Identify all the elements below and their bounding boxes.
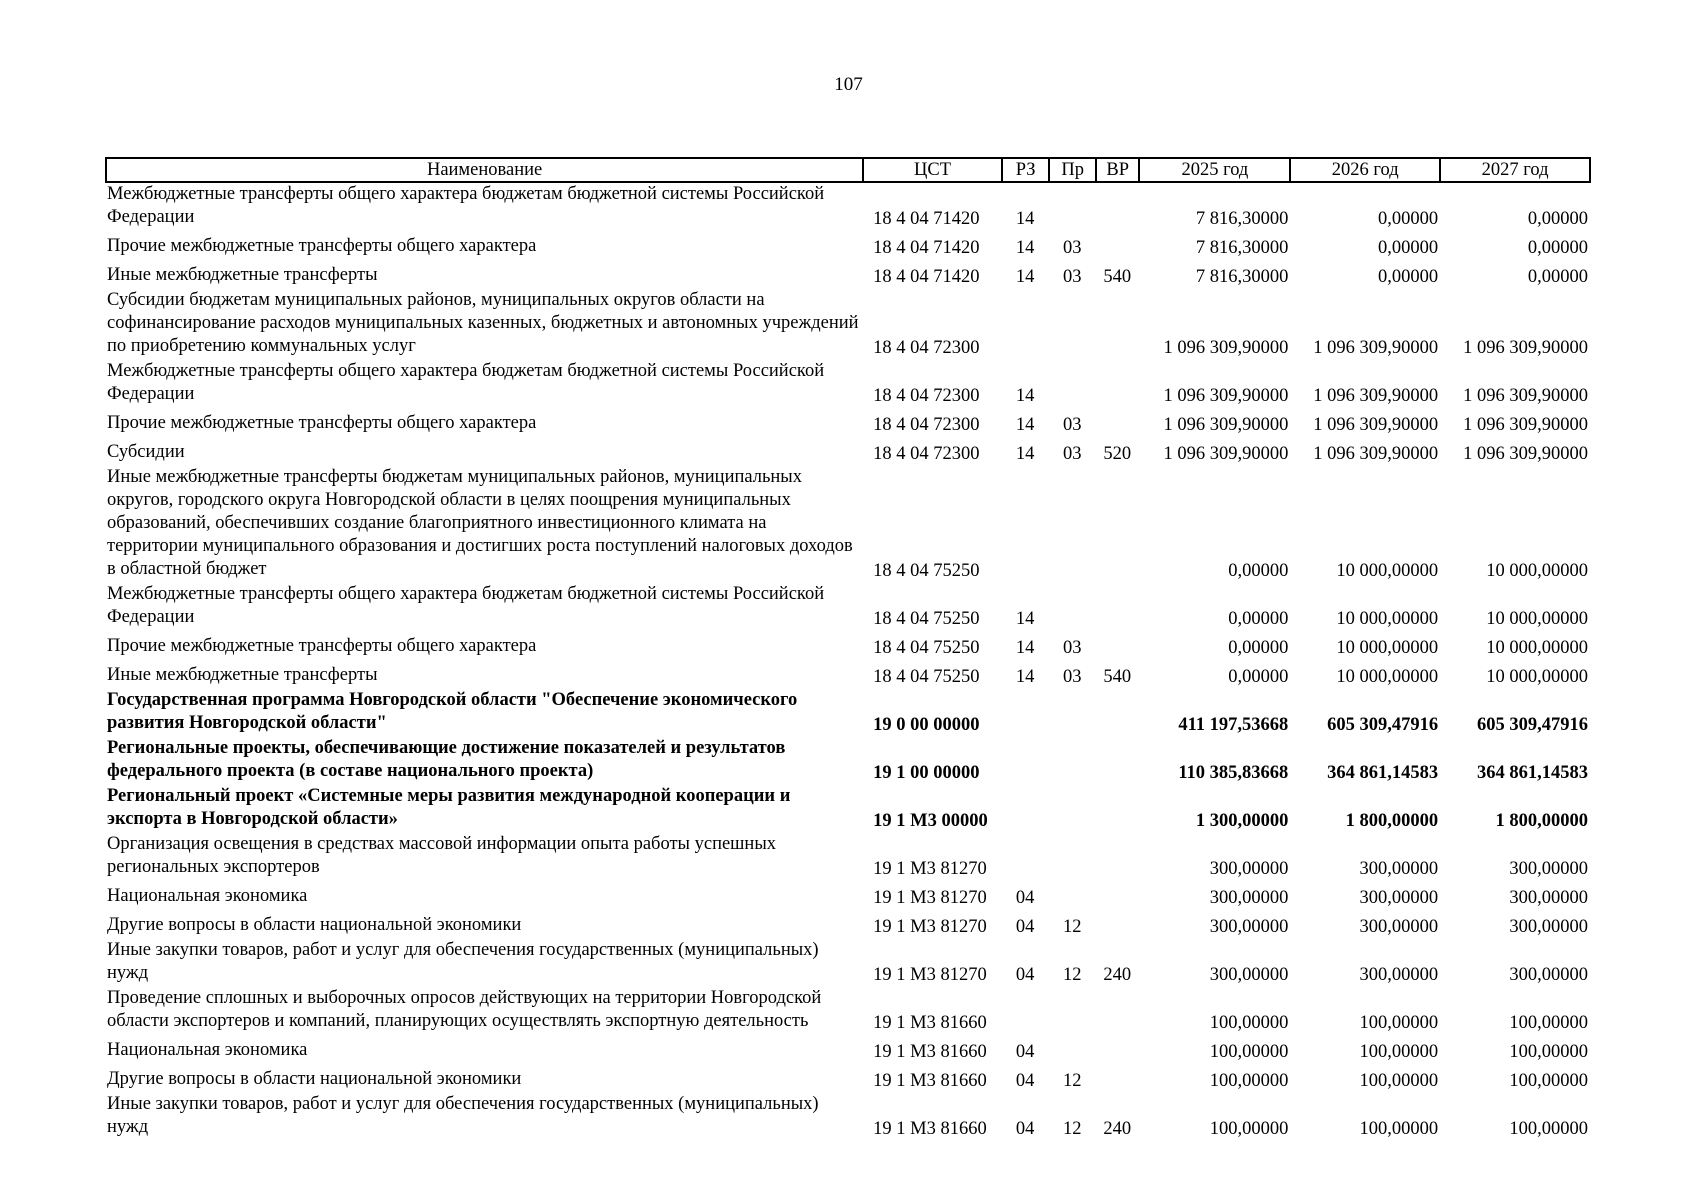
table-row	[106, 785, 1590, 833]
row-vr	[1096, 360, 1140, 408]
row-vr	[1096, 583, 1140, 631]
table-row	[106, 231, 1590, 260]
column-header-name: Наименование	[106, 158, 863, 182]
row-cst: 19 1 М3 81660	[873, 1013, 987, 1033]
row-2027: 100,00000	[1509, 1013, 1588, 1033]
row-cst: 19 1 М3 81270	[873, 888, 987, 908]
row-vr: 540	[1103, 267, 1132, 287]
row-vr	[1096, 408, 1140, 437]
row-2025: 0,00000	[1228, 561, 1289, 581]
row-rz: 04	[1015, 917, 1035, 937]
row-name: Национальная экономика	[107, 886, 308, 906]
row-2025: 100,00000	[1209, 1119, 1289, 1139]
row-rz: 14	[1015, 238, 1035, 258]
row-2025: 0,00000	[1228, 609, 1289, 629]
row-rz: 04	[1015, 1071, 1035, 1091]
table-row	[106, 360, 1590, 408]
row-pr: 12	[1062, 965, 1082, 985]
row-cst: 18 4 04 71420	[873, 209, 980, 229]
row-name: Прочие межбюджетные трансферты общего характера	[107, 636, 537, 656]
row-cst: 18 4 04 72300	[873, 338, 980, 358]
column-header-cst: ЦСТ	[863, 158, 1002, 182]
row-2026: 0,00000	[1378, 209, 1439, 229]
row-2026: 300,00000	[1359, 965, 1439, 985]
row-cst: 18 4 04 72300	[873, 415, 980, 435]
row-rz: 04	[1015, 1119, 1035, 1139]
row-vr	[1096, 182, 1140, 231]
row-rz	[1002, 689, 1050, 737]
table-row	[106, 437, 1590, 466]
row-cst: 18 4 04 71420	[873, 238, 980, 258]
row-cst: 18 4 04 72300	[873, 444, 980, 464]
row-cst: 19 1 00 00000	[873, 763, 980, 783]
row-2025: 300,00000	[1209, 965, 1289, 985]
row-2025: 7 816,30000	[1195, 267, 1289, 287]
row-2027: 10 000,00000	[1486, 667, 1588, 687]
row-2026: 10 000,00000	[1336, 609, 1439, 629]
column-header-rz: РЗ	[1002, 158, 1050, 182]
table-row	[106, 631, 1590, 660]
row-2027: 100,00000	[1509, 1071, 1588, 1091]
row-2026: 10 000,00000	[1336, 638, 1439, 658]
row-rz: 14	[1015, 638, 1035, 658]
row-rz	[1002, 466, 1050, 583]
table-row	[106, 737, 1590, 785]
row-2026: 0,00000	[1378, 238, 1439, 258]
row-rz	[1002, 833, 1050, 881]
column-header-2027: 2027 год	[1440, 158, 1590, 182]
row-vr	[1096, 231, 1140, 260]
row-cst: 18 4 04 75250	[873, 638, 980, 658]
table-row	[106, 1093, 1590, 1141]
row-name: Иные межбюджетные трансферты бюджетам муниципальных районов, муниципальных округов, городского округа Новгородской области в целях поощрения муниципальных образований, обеспечивших создание благоприятного инвестиционного климата на территории муниципального образования и достигших роста поступлений налоговых доходов в областной бюджет	[107, 467, 853, 579]
row-rz: 14	[1015, 609, 1035, 629]
row-pr	[1049, 1035, 1096, 1064]
row-rz	[1002, 737, 1050, 785]
row-2027: 300,00000	[1509, 917, 1588, 937]
row-vr	[1096, 881, 1140, 910]
row-vr	[1096, 1035, 1140, 1064]
row-2026: 300,00000	[1359, 917, 1439, 937]
row-pr: 03	[1062, 638, 1082, 658]
row-rz: 04	[1015, 965, 1035, 985]
row-cst: 19 1 М3 81270	[873, 965, 987, 985]
row-2025: 411 197,53668	[1178, 715, 1289, 735]
row-pr	[1049, 987, 1096, 1035]
budget-table	[105, 157, 1591, 1141]
row-2025: 300,00000	[1209, 888, 1289, 908]
row-cst: 19 1 М3 81660	[873, 1119, 987, 1139]
row-2027: 300,00000	[1509, 888, 1588, 908]
row-pr	[1049, 182, 1096, 231]
row-2025: 1 300,00000	[1195, 811, 1289, 831]
row-rz: 14	[1015, 415, 1035, 435]
row-2027: 300,00000	[1509, 965, 1588, 985]
row-2026: 1 800,00000	[1345, 811, 1439, 831]
table-row	[106, 689, 1590, 737]
row-name: Организация освещения в средствах массовой информации опыта работы успешных региональных экспортеров	[107, 834, 777, 877]
row-2025: 7 816,30000	[1195, 238, 1289, 258]
column-header-vr: ВР	[1096, 158, 1140, 182]
row-name: Другие вопросы в области национальной экономики	[107, 1069, 522, 1089]
row-vr	[1096, 785, 1140, 833]
row-rz: 14	[1015, 444, 1035, 464]
row-2027: 1 096 309,90000	[1463, 386, 1588, 406]
row-name: Прочие межбюджетные трансферты общего характера	[107, 236, 537, 256]
row-cst: 19 1 М3 81270	[873, 859, 987, 879]
row-2027: 605 309,47916	[1477, 715, 1588, 735]
row-rz: 14	[1015, 267, 1035, 287]
row-pr	[1049, 737, 1096, 785]
row-rz: 14	[1015, 209, 1035, 229]
row-name: Субсидии бюджетам муниципальных районов, муниципальных округов области на софинансирование расходов муниципальных казенных, бюджетных и автономных учреждений по приобретению коммунальных услуг	[107, 290, 859, 356]
row-2025: 100,00000	[1209, 1042, 1289, 1062]
row-2027: 100,00000	[1509, 1119, 1588, 1139]
table-row	[106, 583, 1590, 631]
row-2027: 0,00000	[1527, 238, 1588, 258]
table-row	[106, 1035, 1590, 1064]
row-2026: 300,00000	[1359, 888, 1439, 908]
row-2025: 7 816,30000	[1195, 209, 1289, 229]
table-row	[106, 987, 1590, 1035]
row-rz: 14	[1015, 386, 1035, 406]
row-vr	[1096, 1064, 1140, 1093]
row-pr	[1049, 360, 1096, 408]
row-rz	[1002, 987, 1050, 1035]
row-pr	[1049, 289, 1096, 360]
row-2026: 100,00000	[1359, 1013, 1439, 1033]
row-rz: 04	[1015, 1042, 1035, 1062]
row-cst: 18 4 04 75250	[873, 667, 980, 687]
row-2026: 300,00000	[1359, 859, 1439, 879]
row-2025: 1 096 309,90000	[1163, 338, 1289, 358]
row-pr: 03	[1062, 267, 1082, 287]
table-row	[106, 260, 1590, 289]
row-name: Государственная программа Новгородской области "Обеспечение экономического развития Новгородской области"	[107, 690, 798, 733]
row-rz: 14	[1015, 667, 1035, 687]
row-cst: 18 4 04 75250	[873, 609, 980, 629]
table-row	[106, 408, 1590, 437]
row-vr: 240	[1103, 1119, 1132, 1139]
row-vr: 540	[1103, 667, 1132, 687]
row-2027: 1 096 309,90000	[1463, 444, 1588, 464]
row-2026: 1 096 309,90000	[1313, 338, 1439, 358]
row-name: Иные межбюджетные трансферты	[107, 665, 378, 685]
row-2025: 1 096 309,90000	[1163, 444, 1289, 464]
row-name: Межбюджетные трансферты общего характера бюджетам бюджетной системы Российской Федерации	[107, 184, 825, 227]
row-vr: 240	[1103, 965, 1132, 985]
row-cst: 19 1 М3 81660	[873, 1042, 987, 1062]
row-vr	[1096, 910, 1140, 939]
row-cst: 19 0 00 00000	[873, 715, 980, 735]
row-2025: 0,00000	[1228, 667, 1289, 687]
row-name: Другие вопросы в области национальной экономики	[107, 915, 522, 935]
row-pr	[1049, 583, 1096, 631]
row-pr	[1049, 881, 1096, 910]
row-rz	[1002, 289, 1050, 360]
row-2027: 1 800,00000	[1495, 811, 1588, 831]
row-vr	[1096, 737, 1140, 785]
row-cst: 19 1 М3 81660	[873, 1071, 987, 1091]
table-body	[106, 182, 1590, 1141]
row-2026: 364 861,14583	[1327, 763, 1439, 783]
row-2026: 1 096 309,90000	[1313, 386, 1439, 406]
row-2025: 110 385,83668	[1178, 763, 1289, 783]
table-row	[106, 910, 1590, 939]
row-2027: 300,00000	[1509, 859, 1588, 879]
row-pr: 12	[1062, 1071, 1082, 1091]
row-2025: 100,00000	[1209, 1013, 1289, 1033]
row-name: Проведение сплошных и выборочных опросов действующих на территории Новгородской области экспортеров и компаний, планирующих осуществлять экспортную деятельность	[107, 988, 822, 1031]
row-pr: 03	[1062, 238, 1082, 258]
row-vr	[1096, 689, 1140, 737]
row-cst: 18 4 04 72300	[873, 386, 980, 406]
row-2025: 300,00000	[1209, 859, 1289, 879]
row-2027: 0,00000	[1527, 267, 1588, 287]
row-name: Иные закупки товаров, работ и услуг для обеспечения государственных (муниципальных) нужд	[107, 1094, 819, 1137]
row-vr	[1096, 466, 1140, 583]
row-pr: 12	[1062, 1119, 1082, 1139]
row-pr	[1049, 689, 1096, 737]
row-pr: 12	[1062, 917, 1082, 937]
row-vr: 520	[1103, 444, 1132, 464]
row-2026: 1 096 309,90000	[1313, 415, 1439, 435]
table-row	[106, 881, 1590, 910]
table-row	[106, 1064, 1590, 1093]
row-2026: 100,00000	[1359, 1119, 1439, 1139]
row-cst: 18 4 04 71420	[873, 267, 980, 287]
row-2026: 605 309,47916	[1327, 715, 1439, 735]
row-2026: 0,00000	[1378, 267, 1439, 287]
column-header-pr: Пр	[1049, 158, 1096, 182]
row-name: Региональный проект «Системные меры развития международной кооперации и экспорта в Новгородской области»	[107, 786, 791, 829]
row-name: Субсидии	[107, 442, 185, 462]
row-2025: 100,00000	[1209, 1071, 1289, 1091]
row-rz	[1002, 785, 1050, 833]
row-name: Иные межбюджетные трансферты	[107, 265, 378, 285]
row-vr	[1096, 631, 1140, 660]
row-name: Межбюджетные трансферты общего характера бюджетам бюджетной системы Российской Федерации	[107, 361, 825, 404]
table-row	[106, 289, 1590, 360]
row-2026: 10 000,00000	[1336, 667, 1439, 687]
row-pr: 03	[1062, 415, 1082, 435]
row-2026: 100,00000	[1359, 1071, 1439, 1091]
row-pr	[1049, 785, 1096, 833]
row-cst: 19 1 М3 81270	[873, 917, 987, 937]
row-cst: 19 1 М3 00000	[873, 811, 988, 831]
row-pr: 03	[1062, 667, 1082, 687]
row-vr	[1096, 289, 1140, 360]
row-2025: 0,00000	[1228, 638, 1289, 658]
column-header-2026: 2026 год	[1290, 158, 1440, 182]
row-name: Прочие межбюджетные трансферты общего характера	[107, 413, 537, 433]
row-2027: 100,00000	[1509, 1042, 1588, 1062]
table-row	[106, 182, 1590, 231]
row-vr	[1096, 833, 1140, 881]
row-2026: 1 096 309,90000	[1313, 444, 1439, 464]
row-2027: 10 000,00000	[1486, 609, 1588, 629]
row-name: Иные закупки товаров, работ и услуг для обеспечения государственных (муниципальных) нужд	[107, 940, 819, 983]
row-name: Межбюджетные трансферты общего характера бюджетам бюджетной системы Российской Федерации	[107, 584, 825, 627]
row-pr	[1049, 466, 1096, 583]
table-row	[106, 833, 1590, 881]
row-2027: 364 861,14583	[1477, 763, 1588, 783]
row-2027: 1 096 309,90000	[1463, 415, 1588, 435]
row-2026: 10 000,00000	[1336, 561, 1439, 581]
row-2027: 1 096 309,90000	[1463, 338, 1588, 358]
column-header-2025: 2025 год	[1139, 158, 1290, 182]
row-2025: 1 096 309,90000	[1163, 386, 1289, 406]
row-vr	[1096, 987, 1140, 1035]
row-2027: 10 000,00000	[1486, 561, 1588, 581]
row-2027: 0,00000	[1527, 209, 1588, 229]
row-pr: 03	[1062, 444, 1082, 464]
row-cst: 18 4 04 75250	[873, 561, 980, 581]
row-rz: 04	[1015, 888, 1035, 908]
row-name: Национальная экономика	[107, 1040, 308, 1060]
row-name: Региональные проекты, обеспечивающие достижение показателей и результатов федерального проекта (в составе национального проекта)	[107, 738, 786, 781]
table-row	[106, 466, 1590, 583]
row-2025: 300,00000	[1209, 917, 1289, 937]
row-2027: 10 000,00000	[1486, 638, 1588, 658]
table-row	[106, 939, 1590, 987]
row-2025: 1 096 309,90000	[1163, 415, 1289, 435]
row-pr	[1049, 833, 1096, 881]
table-row	[106, 660, 1590, 689]
row-2026: 100,00000	[1359, 1042, 1439, 1062]
table-header-row	[106, 158, 1590, 182]
page-number: 107	[834, 74, 863, 95]
